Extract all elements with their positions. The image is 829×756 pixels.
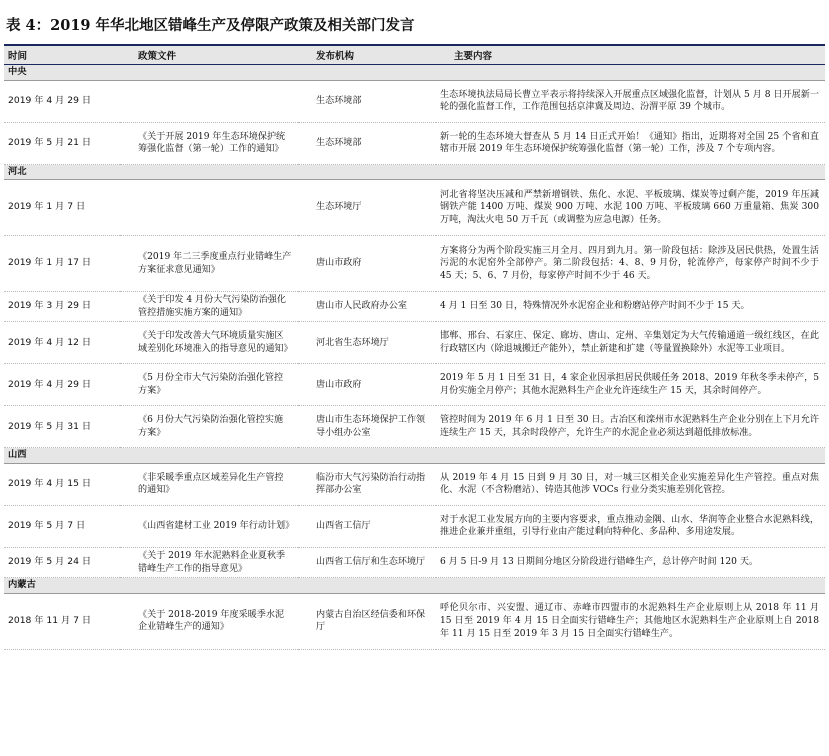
region-label: 内蒙古: [4, 578, 825, 594]
table-row: [4, 236, 825, 292]
date-cell: 2019 年 4 月 29 日: [4, 80, 120, 122]
content-cell: 对于水泥工业发展方向的主要内容要求，重点推动金隅、山水、华润等企业整合水泥熟料线，推进企业兼并重组，引导行业由产能过剩向特种化、多品种、多用途发展。: [436, 505, 825, 547]
region-label: 山西: [4, 448, 825, 464]
document-cell: 《关于开展 2019 年生态环境保护统筹强化监督（第一轮）工作的通知》: [120, 122, 298, 164]
publisher-cell: 唐山市政府: [298, 364, 436, 406]
policy-table: [4, 46, 825, 650]
region-row: [4, 65, 825, 81]
region-row: [4, 164, 825, 180]
date-cell: 2019 年 5 月 31 日: [4, 406, 120, 448]
region-label: 中央: [4, 65, 825, 81]
content-cell: 新一轮的生态环境大督查从 5 月 14 日正式开始！《通知》指出，近期将对全国 25 个省和直辖市开展 2019 年生态环境保护统筹强化监督（第一轮）工作，涉及 7 个专项内容。: [436, 122, 825, 164]
header-time: 时间: [4, 46, 120, 65]
content-cell: 2019 年 5 月 1 日至 31 日，4 家企业因承担居民供暖任务 2018、2019 年秋冬季未停产，5 月份实施全月停产；其他水泥熟料生产企业允许连续生产 15 天，其余时间停产。: [436, 364, 825, 406]
document-cell: [120, 80, 298, 122]
document-cell: 《关于印发改善大气环境质量实施区域差别化环境准入的指导意见的通知》: [120, 322, 298, 364]
date-cell: 2019 年 1 月 7 日: [4, 180, 120, 236]
table-row: [4, 322, 825, 364]
date-cell: 2019 年 3 月 29 日: [4, 292, 120, 322]
document-cell: 《5 月份全市大气污染防治强化管控方案》: [120, 364, 298, 406]
header-document: 政策文件: [120, 46, 298, 65]
table-row: [4, 80, 825, 122]
table-body: [4, 65, 825, 650]
date-cell: 2019 年 5 月 24 日: [4, 547, 120, 577]
content-cell: 方案将分为两个阶段实施三月全月、四月到九月。第一阶段包括：除涉及居民供热，处置生活污泥的水泥窑外全部停产。第二阶段包括：4、8、9 月份，轮流停产，每家停产时间不少于 45 天；5、6、7 月份，每家停产时间不少于 46 天。: [436, 236, 825, 292]
table-row: [4, 364, 825, 406]
region-row: [4, 448, 825, 464]
table-row: [4, 292, 825, 322]
publisher-cell: 河北省生态环境厅: [298, 322, 436, 364]
date-cell: 2019 年 4 月 15 日: [4, 463, 120, 505]
date-cell: 2019 年 5 月 7 日: [4, 505, 120, 547]
table-row: [4, 547, 825, 577]
date-cell: 2019 年 4 月 29 日: [4, 364, 120, 406]
table-title: 表 4：2019 年华北地区错峰生产及停限产政策及相关部门发言: [6, 17, 415, 34]
document-cell: [120, 180, 298, 236]
header-content: 主要内容: [436, 46, 825, 65]
document-cell: 《关于 2018-2019 年度采暖季水泥企业错峰生产的通知》: [120, 593, 298, 649]
document-cell: 《2019 年二三季度重点行业错峰生产方案征求意见通知》: [120, 236, 298, 292]
publisher-cell: 唐山市生态环境保护工作领导小组办公室: [298, 406, 436, 448]
document-cell: 《6 月份大气污染防治强化管控实施方案》: [120, 406, 298, 448]
content-cell: 从 2019 年 4 月 15 日到 9 月 30 日，对一城三区相关企业实施差异化生产管控。重点对焦化、水泥（不含粉磨站）、铸造其他涉 VOCs 行业分类实施差别化管控。: [436, 463, 825, 505]
date-cell: 2018 年 11 月 7 日: [4, 593, 120, 649]
publisher-cell: 唐山市政府: [298, 236, 436, 292]
table-row: [4, 180, 825, 236]
date-cell: 2019 年 4 月 12 日: [4, 322, 120, 364]
publisher-cell: 山西省工信厅和生态环境厅: [298, 547, 436, 577]
date-cell: 2019 年 5 月 21 日: [4, 122, 120, 164]
table-row: [4, 406, 825, 448]
content-cell: 4 月 1 日至 30 日，特殊情况外水泥窑企业和粉磨站停产时间不少于 15 天。: [436, 292, 825, 322]
content-cell: 呼伦贝尔市、兴安盟、通辽市、赤峰市四盟市的水泥熟料生产企业原则上从 2018 年 11 月 15 日至 2019 年 4 月 15 日全面实行错峰生产；其他地区水泥熟料生产企业原则上自 2018 年 11 月 15 日至 2019 年 3 月 15 日全面实行错峰生产。: [436, 593, 825, 649]
publisher-cell: 唐山市人民政府办公室: [298, 292, 436, 322]
publisher-cell: 生态环境厅: [298, 180, 436, 236]
content-cell: 6 月 5 日-9 月 13 日期间分地区分阶段进行错峰生产，总计停产时间 120 天。: [436, 547, 825, 577]
content-cell: 河北省将坚决压减和严禁新增钢铁、焦化、水泥、平板玻璃、煤炭等过剩产能，2019 年压减钢铁产能 1400 万吨、煤炭 900 万吨、水泥 100 万吨、平板玻璃 660 万重量箱、焦炭 300 万吨，淘汰火电 50 万千瓦（或调整为应急电源）任务。: [436, 180, 825, 236]
header-row: [4, 46, 825, 65]
document-cell: 《山西省建材工业 2019 年行动计划》: [120, 505, 298, 547]
publisher-cell: 生态环境部: [298, 122, 436, 164]
content-cell: 管控时间为 2019 年 6 月 1 日至 30 日。古冶区和滦州市水泥熟料生产企业分别在上下月允许连续生产 15 天，其余时段停产，允许生产的水泥企业必须达到超低排放标准。: [436, 406, 825, 448]
publisher-cell: 临汾市大气污染防治行动指挥部办公室: [298, 463, 436, 505]
table-row: [4, 593, 825, 649]
region-row: [4, 578, 825, 594]
table-row: [4, 505, 825, 547]
document-cell: 《非采暖季重点区域差异化生产管控的通知》: [120, 463, 298, 505]
table-row: [4, 463, 825, 505]
content-cell: 邯郸、邢台、石家庄、保定、廊坊、唐山、定州、辛集划定为大气传输通道一级红线区，在此行政辖区内（除退城搬迁产能外），禁止新建和扩建（等量置换除外）水泥等工业项目。: [436, 322, 825, 364]
header-publisher: 发布机构: [298, 46, 436, 65]
date-cell: 2019 年 1 月 17 日: [4, 236, 120, 292]
table-row: [4, 122, 825, 164]
publisher-cell: 内蒙古自治区经信委和环保厅: [298, 593, 436, 649]
region-label: 河北: [4, 164, 825, 180]
document-cell: 《关于印发 4 月份大气污染防治强化管控措施实施方案的通知》: [120, 292, 298, 322]
publisher-cell: 山西省工信厅: [298, 505, 436, 547]
content-cell: 生态环境执法局局长曹立平表示将持续深入开展重点区域强化监督，计划从 5 月 8 日开展新一轮的强化监督工作，工作范围包括京津冀及周边、汾渭平原 39 个城市。: [436, 80, 825, 122]
document-cell: 《关于 2019 年水泥熟料企业夏秋季错峰生产工作的指导意见》: [120, 547, 298, 577]
publisher-cell: 生态环境部: [298, 80, 436, 122]
